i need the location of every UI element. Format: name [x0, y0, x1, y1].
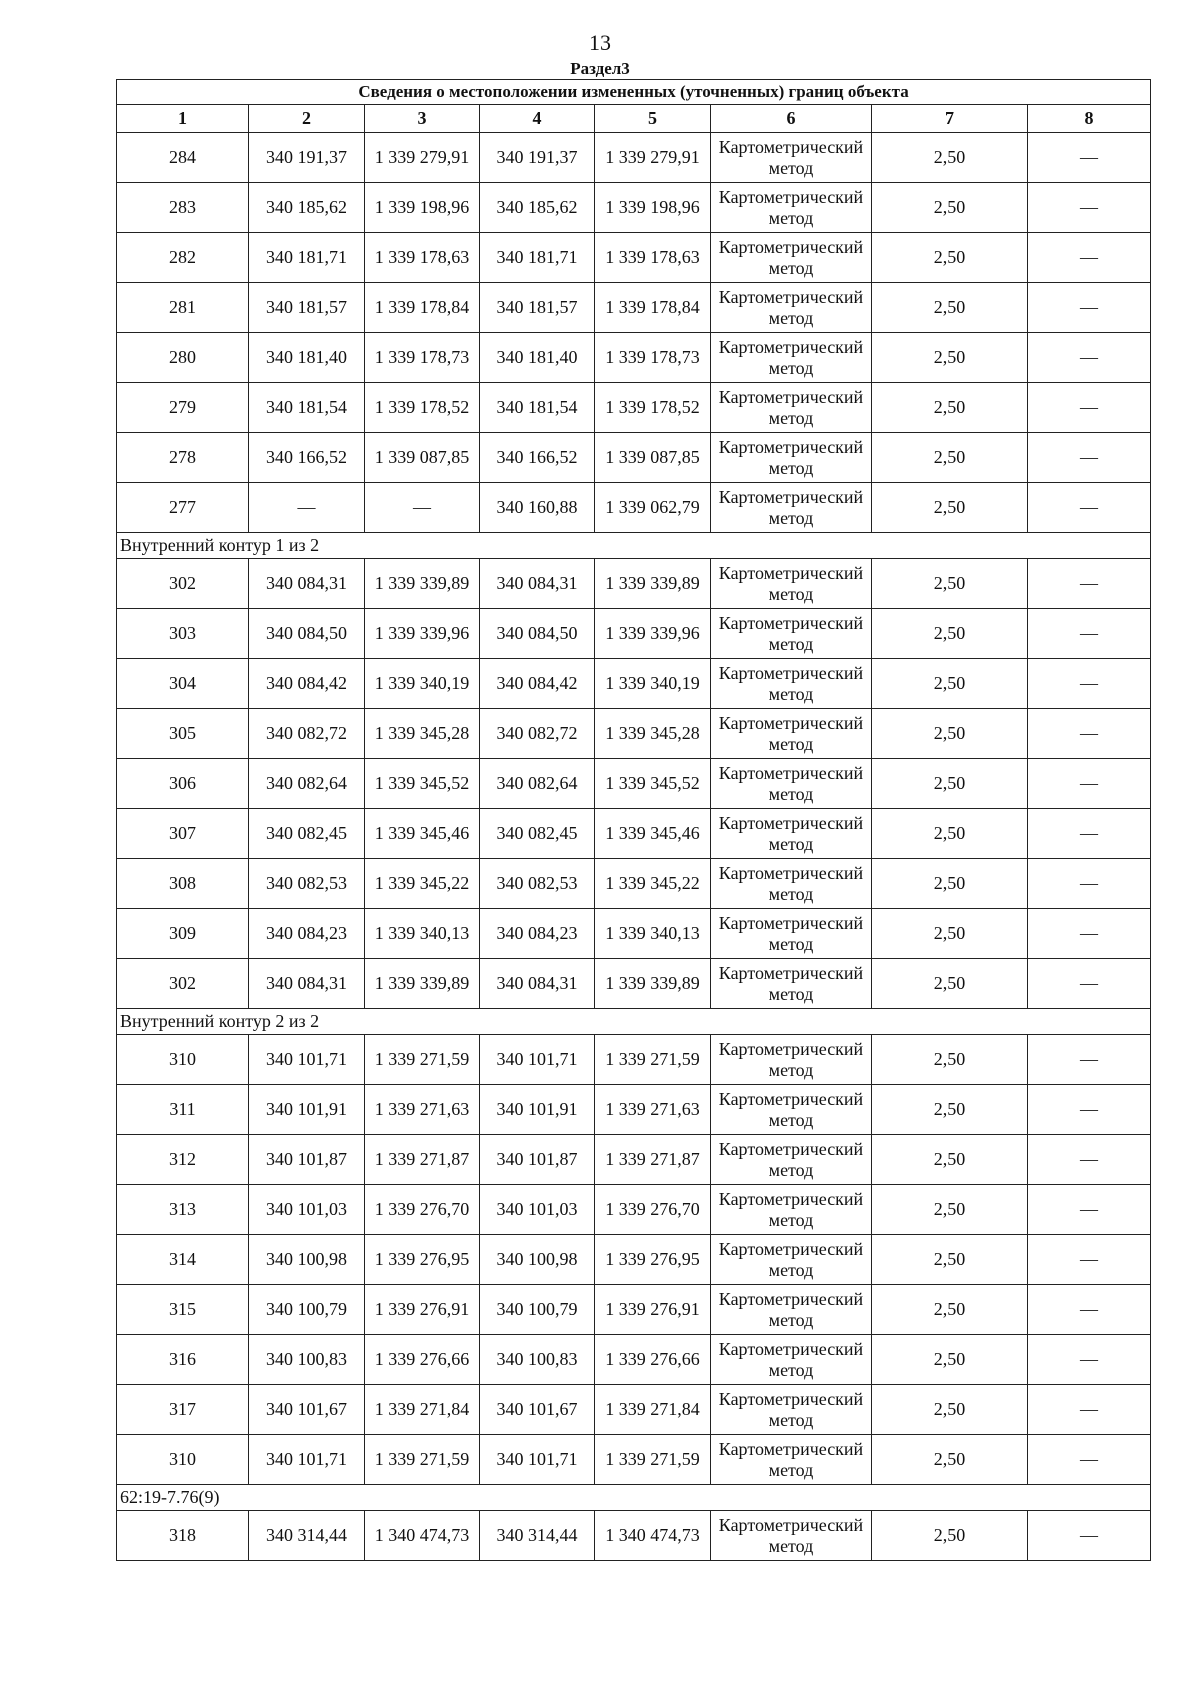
x-existing-cell: 340 185,62	[249, 183, 365, 233]
table-row	[117, 559, 1151, 609]
point-number-cell: 302	[117, 959, 249, 1009]
description-cell: —	[1028, 333, 1151, 383]
method-cell: Картометрический метод	[711, 1335, 872, 1385]
y-existing-cell: 1 339 276,70	[365, 1185, 480, 1235]
table-row	[117, 233, 1151, 283]
y-existing-cell: 1 339 178,63	[365, 233, 480, 283]
column-number: 8	[1028, 105, 1151, 133]
precision-cell: 2,50	[872, 233, 1028, 283]
y-existing-cell: 1 339 339,89	[365, 959, 480, 1009]
method-cell: Картометрический метод	[711, 659, 872, 709]
x-new-cell: 340 084,50	[480, 609, 595, 659]
precision-cell: 2,50	[872, 483, 1028, 533]
precision-cell: 2,50	[872, 183, 1028, 233]
x-existing-cell: 340 101,91	[249, 1085, 365, 1135]
x-new-cell: 340 101,91	[480, 1085, 595, 1135]
x-new-cell: 340 101,67	[480, 1385, 595, 1435]
table-row	[117, 1335, 1151, 1385]
description-cell: —	[1028, 759, 1151, 809]
contour-group-row	[117, 1485, 1151, 1511]
y-new-cell: 1 339 279,91	[595, 133, 711, 183]
x-existing-cell: 340 084,31	[249, 559, 365, 609]
x-new-cell: 340 191,37	[480, 133, 595, 183]
description-cell: —	[1028, 233, 1151, 283]
point-number-cell: 309	[117, 909, 249, 959]
precision-cell: 2,50	[872, 859, 1028, 909]
section-title: Раздел3	[570, 59, 630, 78]
y-new-cell: 1 339 271,63	[595, 1085, 711, 1135]
y-new-cell: 1 339 178,84	[595, 283, 711, 333]
table-row	[117, 1385, 1151, 1435]
x-existing-cell: 340 101,03	[249, 1185, 365, 1235]
y-new-cell: 1 339 345,22	[595, 859, 711, 909]
point-number-cell: 284	[117, 133, 249, 183]
method-cell: Картометрический метод	[711, 859, 872, 909]
precision-cell: 2,50	[872, 1035, 1028, 1085]
x-existing-cell: 340 084,23	[249, 909, 365, 959]
column-number-row	[117, 105, 1151, 133]
point-number-cell: 304	[117, 659, 249, 709]
y-existing-cell: 1 339 271,84	[365, 1385, 480, 1435]
x-new-cell: 340 084,23	[480, 909, 595, 959]
x-existing-cell: 340 100,83	[249, 1335, 365, 1385]
description-cell: —	[1028, 183, 1151, 233]
description-cell: —	[1028, 909, 1151, 959]
y-existing-cell: 1 339 276,66	[365, 1335, 480, 1385]
x-existing-cell: 340 101,87	[249, 1135, 365, 1185]
method-cell: Картометрический метод	[711, 433, 872, 483]
y-existing-cell: 1 339 198,96	[365, 183, 480, 233]
x-existing-cell: 340 181,57	[249, 283, 365, 333]
contour-label: Внутренний контур 1 из 2	[117, 533, 1151, 559]
x-existing-cell: 340 101,71	[249, 1435, 365, 1485]
table-row	[117, 759, 1151, 809]
x-existing-cell: 340 082,72	[249, 709, 365, 759]
table-row	[117, 383, 1151, 433]
precision-cell: 2,50	[872, 433, 1028, 483]
table-row	[117, 609, 1151, 659]
description-cell: —	[1028, 283, 1151, 333]
x-new-cell: 340 160,88	[480, 483, 595, 533]
method-cell: Картометрический метод	[711, 233, 872, 283]
method-cell: Картометрический метод	[711, 333, 872, 383]
point-number-cell: 279	[117, 383, 249, 433]
x-existing-cell: 340 100,79	[249, 1285, 365, 1335]
precision-cell: 2,50	[872, 383, 1028, 433]
precision-cell: 2,50	[872, 1511, 1028, 1561]
precision-cell: 2,50	[872, 659, 1028, 709]
method-cell: Картометрический метод	[711, 1385, 872, 1435]
point-number-cell: 317	[117, 1385, 249, 1435]
y-existing-cell: 1 339 345,52	[365, 759, 480, 809]
table-row	[117, 709, 1151, 759]
table-row	[117, 1185, 1151, 1235]
y-existing-cell: —	[365, 483, 480, 533]
description-cell: —	[1028, 609, 1151, 659]
x-existing-cell: 340 191,37	[249, 133, 365, 183]
table-row	[117, 809, 1151, 859]
y-new-cell: 1 339 276,95	[595, 1235, 711, 1285]
x-new-cell: 340 101,71	[480, 1435, 595, 1485]
y-new-cell: 1 339 345,46	[595, 809, 711, 859]
precision-cell: 2,50	[872, 1185, 1028, 1235]
x-new-cell: 340 100,79	[480, 1285, 595, 1335]
description-cell: —	[1028, 1385, 1151, 1435]
x-new-cell: 340 181,54	[480, 383, 595, 433]
x-existing-cell: 340 181,71	[249, 233, 365, 283]
x-new-cell: 340 181,40	[480, 333, 595, 383]
point-number-cell: 306	[117, 759, 249, 809]
table-row	[117, 333, 1151, 383]
y-new-cell: 1 339 062,79	[595, 483, 711, 533]
y-existing-cell: 1 340 474,73	[365, 1511, 480, 1561]
table-row	[117, 1085, 1151, 1135]
x-existing-cell: 340 084,42	[249, 659, 365, 709]
x-new-cell: 340 185,62	[480, 183, 595, 233]
x-new-cell: 340 166,52	[480, 433, 595, 483]
y-existing-cell: 1 339 271,59	[365, 1435, 480, 1485]
precision-cell: 2,50	[872, 1235, 1028, 1285]
x-existing-cell: 340 181,54	[249, 383, 365, 433]
point-number-cell: 281	[117, 283, 249, 333]
table-row	[117, 659, 1151, 709]
table-row	[117, 1235, 1151, 1285]
x-existing-cell: 340 101,71	[249, 1035, 365, 1085]
method-cell: Картометрический метод	[711, 959, 872, 1009]
x-existing-cell: —	[249, 483, 365, 533]
x-new-cell: 340 084,31	[480, 559, 595, 609]
coordinates-table	[116, 79, 1151, 1561]
y-new-cell: 1 339 276,70	[595, 1185, 711, 1235]
y-new-cell: 1 339 340,19	[595, 659, 711, 709]
point-number-cell: 315	[117, 1285, 249, 1335]
contour-group-row	[117, 1009, 1151, 1035]
description-cell: —	[1028, 133, 1151, 183]
precision-cell: 2,50	[872, 959, 1028, 1009]
point-number-cell: 283	[117, 183, 249, 233]
method-cell: Картометрический метод	[711, 1285, 872, 1335]
y-existing-cell: 1 339 271,87	[365, 1135, 480, 1185]
x-existing-cell: 340 082,45	[249, 809, 365, 859]
description-cell: —	[1028, 709, 1151, 759]
description-cell: —	[1028, 1511, 1151, 1561]
point-number-cell: 278	[117, 433, 249, 483]
point-number-cell: 282	[117, 233, 249, 283]
contour-label: Внутренний контур 2 из 2	[117, 1009, 1151, 1035]
column-number: 5	[595, 105, 711, 133]
table-row	[117, 1035, 1151, 1085]
table-caption-row	[117, 80, 1151, 105]
table-row	[117, 183, 1151, 233]
table-row	[117, 283, 1151, 333]
description-cell: —	[1028, 483, 1151, 533]
precision-cell: 2,50	[872, 759, 1028, 809]
y-existing-cell: 1 339 271,59	[365, 1035, 480, 1085]
x-new-cell: 340 082,72	[480, 709, 595, 759]
description-cell: —	[1028, 1035, 1151, 1085]
method-cell: Картометрический метод	[711, 559, 872, 609]
column-number: 7	[872, 105, 1028, 133]
point-number-cell: 314	[117, 1235, 249, 1285]
method-cell: Картометрический метод	[711, 709, 872, 759]
table-row	[117, 859, 1151, 909]
x-existing-cell: 340 166,52	[249, 433, 365, 483]
precision-cell: 2,50	[872, 1435, 1028, 1485]
x-existing-cell: 340 084,31	[249, 959, 365, 1009]
y-existing-cell: 1 339 087,85	[365, 433, 480, 483]
table-row	[117, 1511, 1151, 1561]
point-number-cell: 302	[117, 559, 249, 609]
point-number-cell: 308	[117, 859, 249, 909]
x-new-cell: 340 181,71	[480, 233, 595, 283]
method-cell: Картометрический метод	[711, 609, 872, 659]
precision-cell: 2,50	[872, 283, 1028, 333]
y-new-cell: 1 339 345,28	[595, 709, 711, 759]
description-cell: —	[1028, 1285, 1151, 1335]
table-body	[117, 80, 1151, 1561]
y-new-cell: 1 339 339,96	[595, 609, 711, 659]
x-new-cell: 340 082,45	[480, 809, 595, 859]
x-new-cell: 340 101,03	[480, 1185, 595, 1235]
method-cell: Картометрический метод	[711, 1235, 872, 1285]
table-row	[117, 1285, 1151, 1335]
y-existing-cell: 1 339 178,73	[365, 333, 480, 383]
y-new-cell: 1 339 178,63	[595, 233, 711, 283]
x-existing-cell: 340 084,50	[249, 609, 365, 659]
method-cell: Картометрический метод	[711, 1185, 872, 1235]
point-number-cell: 310	[117, 1435, 249, 1485]
method-cell: Картометрический метод	[711, 759, 872, 809]
precision-cell: 2,50	[872, 133, 1028, 183]
y-existing-cell: 1 339 276,95	[365, 1235, 480, 1285]
y-new-cell: 1 339 276,91	[595, 1285, 711, 1335]
x-new-cell: 340 101,87	[480, 1135, 595, 1185]
x-existing-cell: 340 082,53	[249, 859, 365, 909]
y-existing-cell: 1 339 178,84	[365, 283, 480, 333]
column-number: 6	[711, 105, 872, 133]
precision-cell: 2,50	[872, 809, 1028, 859]
table-row	[117, 1435, 1151, 1485]
table-title: Сведения о местоположении измененных (уточненных) границ объекта	[117, 80, 1151, 105]
x-new-cell: 340 084,42	[480, 659, 595, 709]
precision-cell: 2,50	[872, 1385, 1028, 1435]
y-new-cell: 1 340 474,73	[595, 1511, 711, 1561]
x-existing-cell: 340 100,98	[249, 1235, 365, 1285]
table-row	[117, 133, 1151, 183]
description-cell: —	[1028, 1085, 1151, 1135]
y-existing-cell: 1 339 276,91	[365, 1285, 480, 1335]
column-number: 4	[480, 105, 595, 133]
point-number-cell: 313	[117, 1185, 249, 1235]
method-cell: Картометрический метод	[711, 283, 872, 333]
table-row	[117, 1135, 1151, 1185]
y-existing-cell: 1 339 340,13	[365, 909, 480, 959]
description-cell: —	[1028, 1235, 1151, 1285]
y-new-cell: 1 339 339,89	[595, 559, 711, 609]
y-existing-cell: 1 339 339,96	[365, 609, 480, 659]
x-new-cell: 340 100,83	[480, 1335, 595, 1385]
y-existing-cell: 1 339 271,63	[365, 1085, 480, 1135]
contour-label: 62:19-7.76(9)	[117, 1485, 1151, 1511]
method-cell: Картометрический метод	[711, 383, 872, 433]
y-new-cell: 1 339 271,59	[595, 1435, 711, 1485]
description-cell: —	[1028, 859, 1151, 909]
page-number: 13	[589, 30, 611, 55]
precision-cell: 2,50	[872, 1335, 1028, 1385]
method-cell: Картометрический метод	[711, 183, 872, 233]
y-new-cell: 1 339 276,66	[595, 1335, 711, 1385]
method-cell: Картометрический метод	[711, 1085, 872, 1135]
x-new-cell: 340 084,31	[480, 959, 595, 1009]
y-new-cell: 1 339 271,84	[595, 1385, 711, 1435]
y-existing-cell: 1 339 340,19	[365, 659, 480, 709]
column-number: 3	[365, 105, 480, 133]
description-cell: —	[1028, 659, 1151, 709]
description-cell: —	[1028, 959, 1151, 1009]
x-existing-cell: 340 181,40	[249, 333, 365, 383]
description-cell: —	[1028, 1335, 1151, 1385]
method-cell: Картометрический метод	[711, 133, 872, 183]
y-new-cell: 1 339 271,59	[595, 1035, 711, 1085]
y-existing-cell: 1 339 345,22	[365, 859, 480, 909]
x-existing-cell: 340 082,64	[249, 759, 365, 809]
description-cell: —	[1028, 383, 1151, 433]
y-new-cell: 1 339 087,85	[595, 433, 711, 483]
method-cell: Картометрический метод	[711, 1511, 872, 1561]
y-existing-cell: 1 339 345,46	[365, 809, 480, 859]
precision-cell: 2,50	[872, 1135, 1028, 1185]
column-number: 2	[249, 105, 365, 133]
point-number-cell: 312	[117, 1135, 249, 1185]
precision-cell: 2,50	[872, 333, 1028, 383]
point-number-cell: 311	[117, 1085, 249, 1135]
table-row	[117, 483, 1151, 533]
y-new-cell: 1 339 198,96	[595, 183, 711, 233]
x-new-cell: 340 082,53	[480, 859, 595, 909]
column-number: 1	[117, 105, 249, 133]
contour-group-row	[117, 533, 1151, 559]
point-number-cell: 316	[117, 1335, 249, 1385]
x-new-cell: 340 314,44	[480, 1511, 595, 1561]
precision-cell: 2,50	[872, 559, 1028, 609]
point-number-cell: 277	[117, 483, 249, 533]
y-new-cell: 1 339 339,89	[595, 959, 711, 1009]
description-cell: —	[1028, 559, 1151, 609]
point-number-cell: 305	[117, 709, 249, 759]
table-row	[117, 433, 1151, 483]
precision-cell: 2,50	[872, 1085, 1028, 1135]
x-new-cell: 340 101,71	[480, 1035, 595, 1085]
x-new-cell: 340 100,98	[480, 1235, 595, 1285]
method-cell: Картометрический метод	[711, 809, 872, 859]
method-cell: Картометрический метод	[711, 909, 872, 959]
x-new-cell: 340 082,64	[480, 759, 595, 809]
method-cell: Картометрический метод	[711, 1135, 872, 1185]
y-new-cell: 1 339 178,52	[595, 383, 711, 433]
point-number-cell: 280	[117, 333, 249, 383]
y-existing-cell: 1 339 279,91	[365, 133, 480, 183]
point-number-cell: 318	[117, 1511, 249, 1561]
y-existing-cell: 1 339 178,52	[365, 383, 480, 433]
point-number-cell: 307	[117, 809, 249, 859]
method-cell: Картометрический метод	[711, 1435, 872, 1485]
table-row	[117, 909, 1151, 959]
precision-cell: 2,50	[872, 1285, 1028, 1335]
method-cell: Картометрический метод	[711, 1035, 872, 1085]
precision-cell: 2,50	[872, 909, 1028, 959]
y-existing-cell: 1 339 345,28	[365, 709, 480, 759]
x-existing-cell: 340 314,44	[249, 1511, 365, 1561]
y-existing-cell: 1 339 339,89	[365, 559, 480, 609]
point-number-cell: 303	[117, 609, 249, 659]
precision-cell: 2,50	[872, 609, 1028, 659]
description-cell: —	[1028, 809, 1151, 859]
description-cell: —	[1028, 1135, 1151, 1185]
point-number-cell: 310	[117, 1035, 249, 1085]
x-existing-cell: 340 101,67	[249, 1385, 365, 1435]
description-cell: —	[1028, 1435, 1151, 1485]
precision-cell: 2,50	[872, 709, 1028, 759]
y-new-cell: 1 339 340,13	[595, 909, 711, 959]
description-cell: —	[1028, 433, 1151, 483]
y-new-cell: 1 339 178,73	[595, 333, 711, 383]
x-new-cell: 340 181,57	[480, 283, 595, 333]
method-cell: Картометрический метод	[711, 483, 872, 533]
y-new-cell: 1 339 271,87	[595, 1135, 711, 1185]
y-new-cell: 1 339 345,52	[595, 759, 711, 809]
description-cell: —	[1028, 1185, 1151, 1235]
table-row	[117, 959, 1151, 1009]
